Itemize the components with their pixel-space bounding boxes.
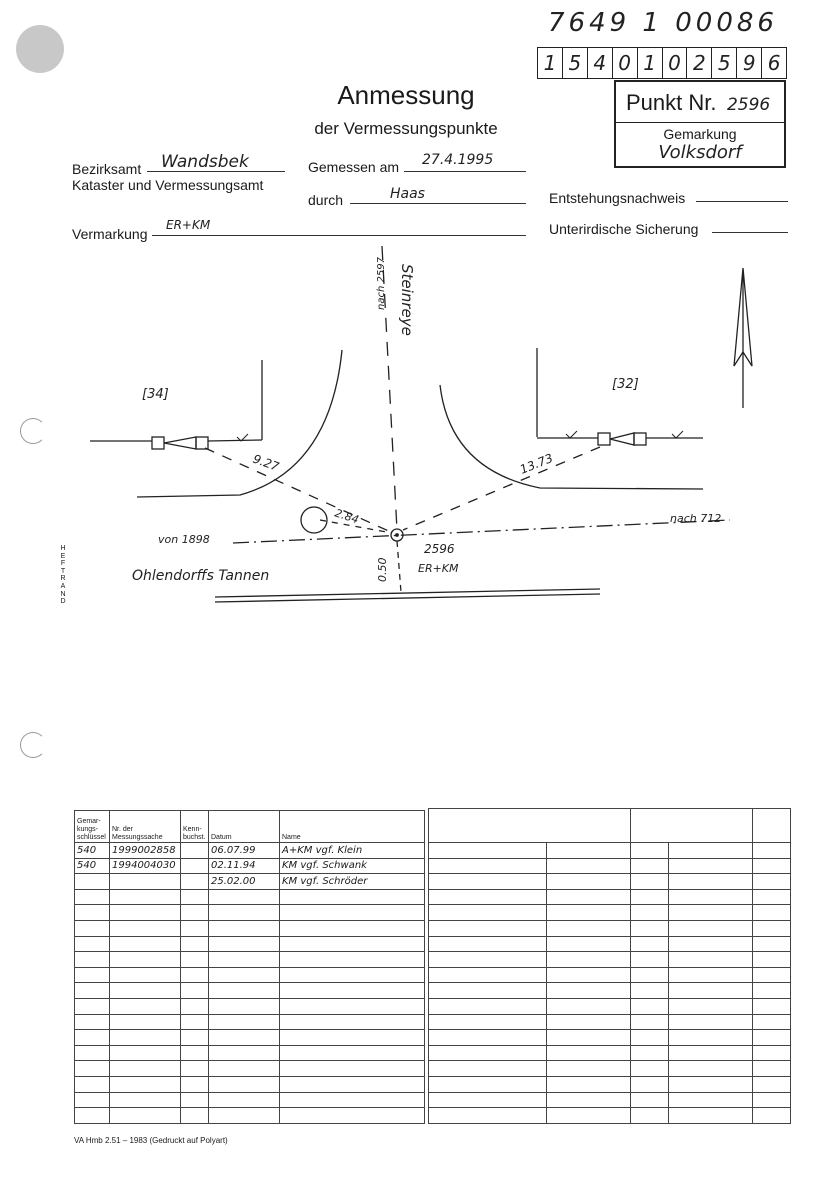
vermarkung-field: ER+KM: [152, 218, 526, 236]
durch-label: durch: [308, 192, 344, 208]
nach-east-label: nach 712: [670, 512, 722, 525]
table-cell: 540: [75, 843, 110, 859]
table-row: [429, 1092, 791, 1108]
table-row: [429, 1108, 791, 1124]
table-cell: [181, 858, 209, 874]
table-cell: [75, 874, 110, 890]
dist-south-label: 0.50: [376, 557, 389, 582]
gemessen-label: Gemessen am: [308, 159, 400, 175]
table-row: [75, 920, 425, 936]
table-row: [429, 889, 791, 905]
boundary-stone: [152, 437, 164, 449]
street-south-label: Ohlendorffs Tannen: [132, 568, 270, 584]
col-datum: Datum: [209, 811, 280, 843]
punkt-label: Punkt Nr.: [626, 90, 717, 115]
table-row: [429, 1030, 791, 1046]
id-digit: 4: [588, 48, 613, 78]
table-cell: 06.07.99: [209, 843, 280, 859]
table-row: [75, 967, 425, 983]
point-number-label: 2596: [424, 542, 455, 556]
table-row: [429, 905, 791, 921]
gemessen-field: 27.4.1995: [404, 152, 526, 172]
measurement-log-table: [74, 810, 425, 1124]
heftrand-label: HEFTRAND: [60, 545, 66, 606]
table-row: [75, 1076, 425, 1092]
table-cell: 02.11.94: [209, 858, 280, 874]
dist-west-label: 9.27: [250, 451, 281, 474]
col-messungssache: Nr. der Messungssache: [110, 811, 181, 843]
id-digit: 9: [737, 48, 762, 78]
dist-east-label: 13.73: [517, 450, 555, 477]
id-digit: 5: [712, 48, 737, 78]
street-north-label: Steinreye: [398, 264, 416, 336]
table-row: [75, 858, 425, 874]
bezirksamt-label: Bezirksamt: [72, 161, 142, 177]
west-curb: [137, 350, 342, 497]
file-number: 7649 1 00086: [548, 8, 778, 38]
table-row: [429, 1061, 791, 1077]
table-header-row: [75, 811, 425, 843]
table-row: [75, 1030, 425, 1046]
table-row: [75, 1061, 425, 1077]
id-digit: 5: [563, 48, 588, 78]
table-row: [75, 1014, 425, 1030]
gemarkung-value: Volksdorf: [658, 142, 742, 163]
page-title: Anmessung: [337, 80, 475, 110]
table-row: [75, 905, 425, 921]
page-subtitle: der Vermessungspunkte: [314, 119, 498, 138]
table-row: [75, 952, 425, 968]
table-cell: [181, 843, 209, 859]
form-footer: VA Hmb 2.51 – 1983 (Gedruckt auf Polyart): [74, 1136, 228, 1145]
table-cell: 25.02.00: [209, 874, 280, 890]
table-row: [429, 1076, 791, 1092]
boundary-stone: [196, 437, 208, 449]
table-row: [75, 889, 425, 905]
von-west-label: von 1898: [158, 533, 210, 546]
table-row: [75, 998, 425, 1014]
table-row: [75, 1108, 425, 1124]
table-row: [429, 998, 791, 1014]
table-row: [75, 983, 425, 999]
table-cell: [181, 874, 209, 890]
table-row: [75, 874, 425, 890]
durch-field: Haas: [350, 186, 526, 204]
table-row: [75, 1092, 425, 1108]
bezirksamt-field: Wandsbek: [147, 152, 285, 172]
table-row: [429, 1014, 791, 1030]
table-row: [429, 843, 791, 859]
table-row: [429, 983, 791, 999]
table-cell: KM vgf. Schwank: [280, 858, 425, 874]
auxiliary-table: [428, 808, 791, 1124]
punkt-value: 2596: [726, 95, 771, 115]
point-marking-label: ER+KM: [418, 562, 459, 575]
col-kennbuchstabe: Kenn-buchst.: [181, 811, 209, 843]
table-cell: A+KM vgf. Klein: [280, 843, 425, 859]
table-cell: 1999002858: [110, 843, 181, 859]
table-row: [429, 936, 791, 952]
dist-tree-label: 2.84: [333, 506, 361, 527]
col-gemarkungsschluessel: Gemar-kungs-schlüssel: [75, 811, 110, 843]
table-row: [75, 1045, 425, 1061]
table-cell: KM vgf. Schröder: [280, 874, 425, 890]
id-digit: 2: [687, 48, 712, 78]
id-digit: 0: [613, 48, 638, 78]
table-row: [429, 858, 791, 874]
nach-north-label: nach 2597: [376, 257, 387, 310]
vermarkung-label: Vermarkung: [72, 226, 148, 242]
entstehung-label: Entstehungsnachweis: [549, 190, 686, 206]
id-digit: 0: [663, 48, 688, 78]
id-digit: 6: [767, 51, 781, 75]
table-cell: 540: [75, 858, 110, 874]
id-digit: 1: [638, 48, 663, 78]
table-cell: 1994004030: [110, 858, 181, 874]
boundary-stone: [598, 433, 610, 445]
table-row: [75, 843, 425, 859]
id-digit: 1: [538, 48, 563, 78]
gemarkung-label: Gemarkung: [663, 126, 737, 142]
table-row: [429, 952, 791, 968]
parcel-east-label: [32]: [612, 377, 639, 392]
table-row: [429, 1045, 791, 1061]
table-row: [75, 936, 425, 952]
parcel-west-label: [34]: [142, 387, 169, 402]
boundary-stone: [634, 433, 646, 445]
kataster-label: Kataster und Vermessungsamt: [72, 177, 264, 193]
table-cell: [110, 874, 181, 890]
table-row: [429, 920, 791, 936]
col-name: Name: [280, 811, 425, 843]
table-row: [429, 967, 791, 983]
sicherung-label: Unterirdische Sicherung: [549, 221, 699, 237]
table-row: [429, 874, 791, 890]
